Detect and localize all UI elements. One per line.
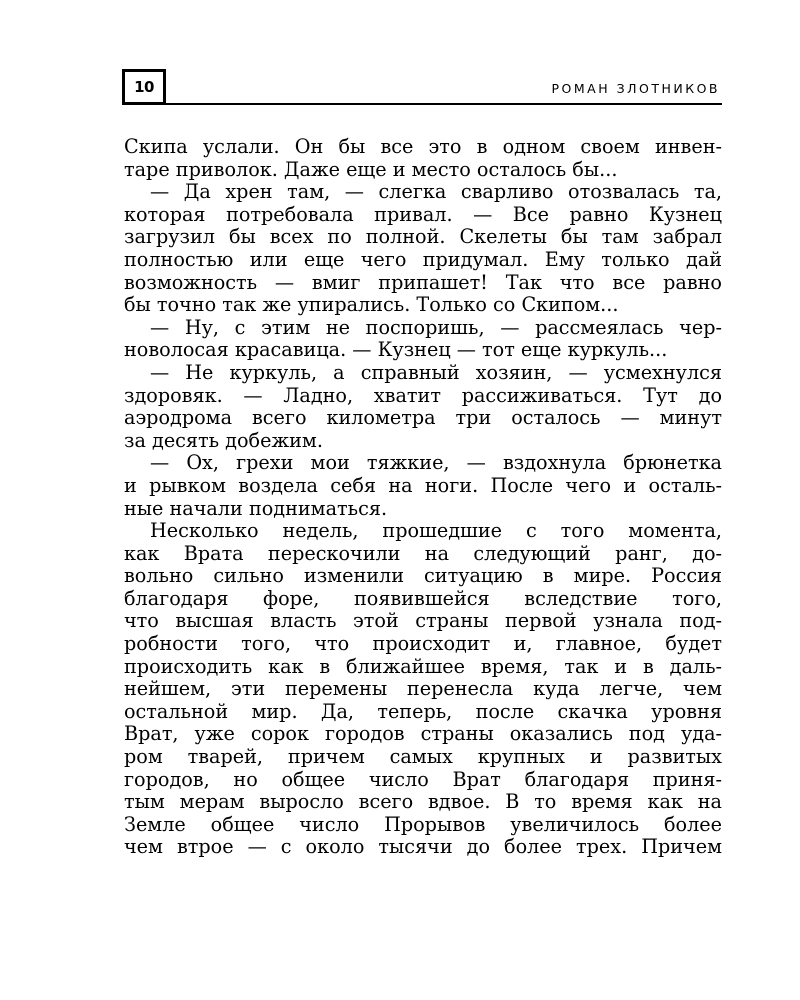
- text-line: которая потребовала привал. — Все равно Кузнец: [124, 202, 722, 226]
- text-line: нейшем, эти перемены перенесла куда легче, чем: [124, 677, 722, 701]
- text-line: и рывком воздела себя на ноги. После чего и осталь-: [124, 473, 722, 497]
- text-line: возможность — вмиг припашет! Так что все равно: [124, 270, 722, 294]
- text-line: вольно сильно изменили ситуацию в мире. Россия: [124, 564, 722, 588]
- text-line: ром тварей, причем самых крупных и развитых: [124, 745, 722, 769]
- text-line: происходить как в ближайшее время, так и в даль-: [124, 654, 722, 678]
- text-line: как Врата перескочили на следующий ранг, до-: [124, 541, 722, 565]
- text-line: аэродрома всего километра три осталось — минут: [124, 406, 722, 430]
- text-line: остальной мир. Да, теперь, после скачка уровня: [124, 699, 722, 723]
- text-line: ные начали подниматься.: [124, 496, 388, 520]
- body-text: [124, 136, 722, 859]
- page-header: [122, 69, 722, 109]
- text-line: Скипа услали. Он бы все это в одном своем инвен-: [124, 135, 722, 158]
- text-line: — Да хрен там, — слегка сварливо отозвалась та,: [150, 180, 722, 204]
- text-line: благодаря форе, появившейся вследствие того,: [124, 586, 722, 610]
- text-line: тым мерам выросло всего вдвое. В то время как на: [124, 790, 722, 814]
- text-line: полностью или еще чего придумал. Ему только дай: [124, 247, 722, 271]
- running-title: РОМАН ЗЛОТНИКОВ: [551, 81, 720, 96]
- header-rule: [166, 103, 722, 105]
- text-line: что высшая власть этой страны первой узнала под-: [124, 609, 722, 633]
- text-line: Врат, уже сорок городов страны оказались под уда-: [124, 722, 722, 746]
- text-line: робности того, что происходит и, главное, будет: [124, 632, 722, 656]
- page-number: 10: [122, 69, 166, 105]
- text-line: — Не куркуль, а справный хозяин, — усмехнулся: [150, 360, 722, 384]
- text-line: за десять добежим.: [124, 428, 323, 452]
- text-line: — Ну, с этим не поспоришь, — рассмеялась чер-: [150, 315, 722, 339]
- text-line: — Ох, грехи мои тяжкие, — вздохнула брюнетка: [150, 451, 722, 475]
- text-line: здоровяк. — Ладно, хватит рассиживаться. Тут до: [124, 383, 722, 407]
- text-line: Несколько недель, прошедшие с того момента,: [150, 519, 722, 543]
- text-line: Земле общее число Прорывов увеличилось более: [124, 812, 722, 836]
- text-line: загрузил бы всех по полной. Скелеты бы там забрал: [124, 225, 722, 249]
- text-line: чем втрое — с около тысячи до более трех. Причем: [124, 835, 722, 859]
- text-line: таре приволок. Даже еще и место осталось бы...: [124, 157, 618, 181]
- text-line: новолосая красавица. — Кузнец — тот еще куркуль...: [124, 338, 668, 362]
- text-line: бы точно так же упирались. Только со Скипом...: [124, 293, 619, 317]
- text-line: городов, но общее число Врат благодаря приня-: [124, 767, 722, 791]
